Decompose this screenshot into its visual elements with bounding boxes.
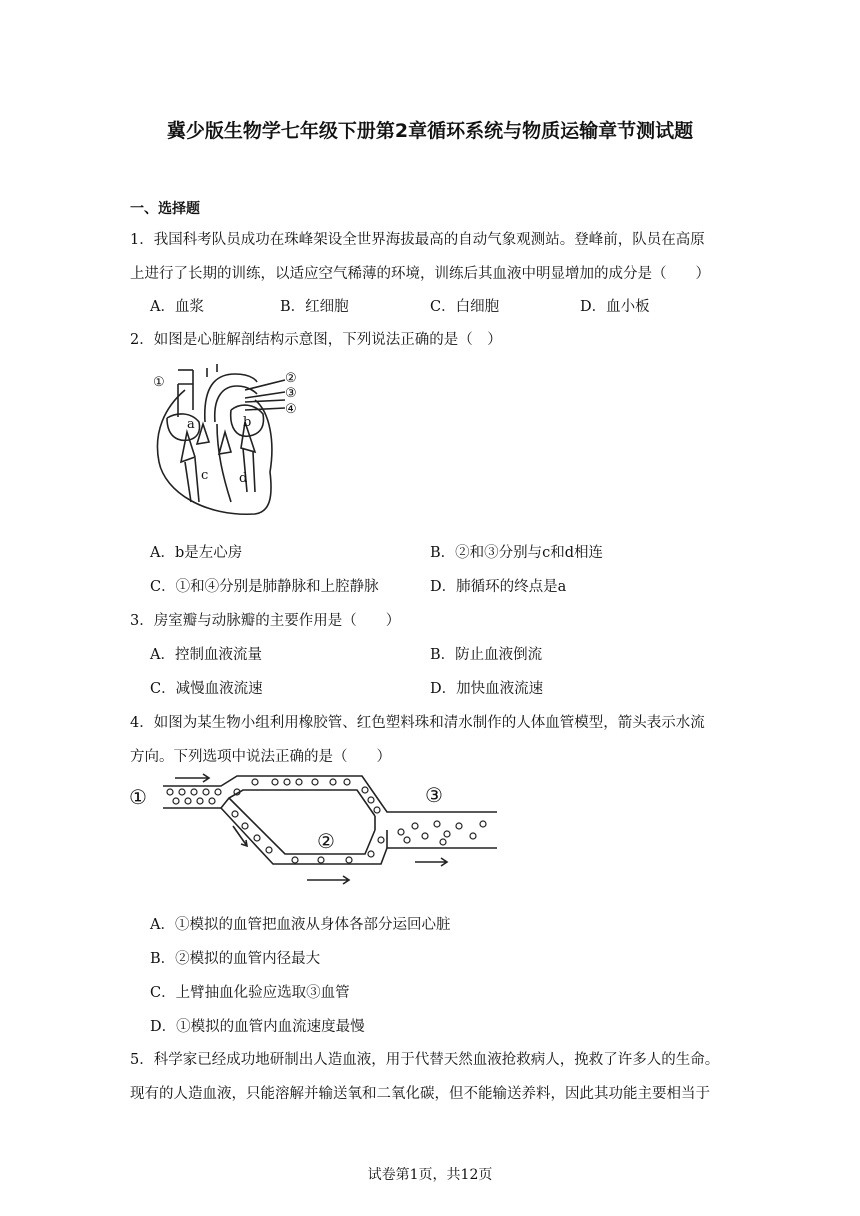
q1-stem-line1: 1．我国科考队员成功在珠峰架设全世界海拔最高的自动气象观测站。登峰前，队员在高原 [130,232,705,248]
q2-option-d: D．肺循环的终点是a [430,579,567,595]
q4-stem-line1: 4．如图为某生物小组利用橡胶管、红色塑料珠和清水制作的人体血管模型，箭头表示水流 [130,715,705,731]
vessel-label-2: ② [317,829,335,853]
section-heading: 一、选择题 [130,201,200,217]
q4-option-b: B．②模拟的血管内径最大 [150,951,321,967]
q2-option-b: B．②和③分别与c和d相连 [430,545,604,561]
vessel-label-3: ③ [425,783,443,807]
q1-stem-line2: 上进行了长期的训练，以适应空气稀薄的环境，训练后其血液中明显增加的成分是（ ） [130,266,710,282]
q2-stem: 2．如图是心脏解剖结构示意图，下列说法正确的是（ ） [130,332,502,348]
label-c: c [201,468,209,483]
q4-option-d: D．①模拟的血管内血流速度最慢 [150,1019,365,1035]
label-1: ① [153,375,165,390]
q1-option-d: D．血小板 [580,299,650,315]
label-2: ② [285,371,297,386]
label-3: ③ [285,386,297,401]
q2-option-c: C．①和④分别是肺静脉和上腔静脉 [150,579,379,595]
q3-option-a: A．控制血液流量 [150,647,262,663]
label-a: a [187,417,195,432]
q4-option-c: C．上臂抽血化验应选取③血管 [150,985,350,1001]
vessel-label-1: ① [129,785,147,809]
q5-stem-line1: 5．科学家已经成功地研制出人造血液，用于代替天然血液抢救病人，挽救了许多人的生命。 [130,1052,720,1068]
q3-option-d: D．加快血液流速 [430,681,544,697]
q1-option-a: A．血浆 [150,299,204,315]
page-title: 冀少版生物学七年级下册第2章循环系统与物质运输章节测试题 [166,120,694,142]
q1-option-c: C．白细胞 [430,299,500,315]
q4-stem-line2: 方向。下列选项中说法正确的是（ ） [130,749,391,765]
q3-option-b: B．防止血液倒流 [430,647,543,663]
heart-diagram [145,362,315,522]
label-4: ④ [285,402,297,417]
vessel-model-diagram [125,770,505,892]
q1-option-b: B．红细胞 [280,299,349,315]
q4-option-a: A．①模拟的血管把血液从身体各部分运回心脏 [150,917,451,933]
q3-option-c: C．减慢血液流速 [150,681,263,697]
label-d: d [239,471,248,486]
q5-stem-line2: 现有的人造血液，只能溶解并输送氧和二氧化碳，但不能输送养料，因此其功能主要相当于 [130,1086,710,1102]
q3-stem: 3．房室瓣与动脉瓣的主要作用是（ ） [130,613,401,629]
label-b: b [243,415,252,430]
q2-option-a: A．b是左心房 [150,545,243,561]
page-footer: 试卷第1页，共12页 [367,1167,493,1183]
